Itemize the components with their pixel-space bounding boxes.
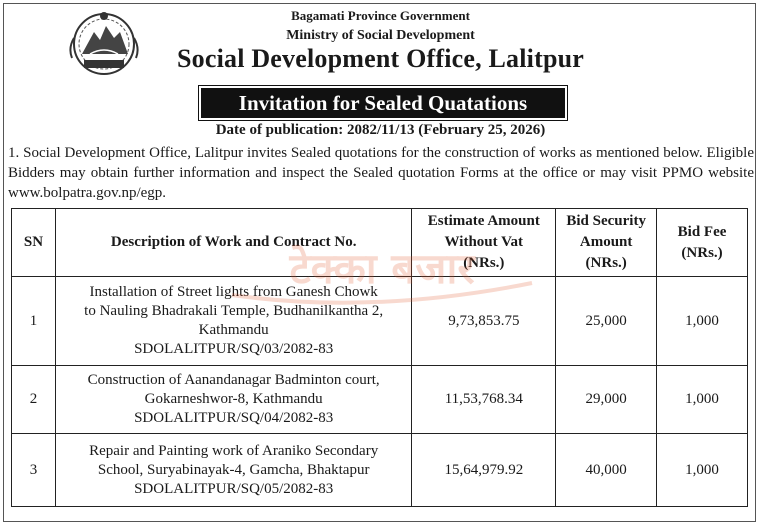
row-description <box>55 366 411 434</box>
office-name: Social Development Office, Lalitpur <box>176 44 585 73</box>
table-row <box>12 434 748 507</box>
header-estimate-line: Estimate Amount <box>427 213 540 229</box>
description-line: Gokarneshwor-8, Kathmandu <box>144 391 323 407</box>
row-description <box>55 277 411 366</box>
header-fee-line: Bid Fee <box>677 223 727 240</box>
table-header-row <box>12 209 748 277</box>
row-estimate: 15,64,979.92 <box>412 434 556 507</box>
header-security <box>556 209 657 277</box>
header-estimate <box>412 209 556 277</box>
notice-paragraph: 1. Social Development Office, Lalitpur invites Sealed quotations for the construction of works as mentioned below. Eligible Bidders may obtain further information and inspect the Sealed quotation Forms at the office or may visit PPMO website www.bolpatra.gov.np/egp. <box>8 145 754 201</box>
row-fee: 1,000 <box>657 434 748 507</box>
contract-number: SDOLALITPUR/SQ/04/2082-83 <box>134 410 334 426</box>
description-line: Installation of Street lights from Ganesh Chowk <box>89 284 378 300</box>
header-sn: SN <box>12 209 56 277</box>
description-line: School, Suryabinayak-4, Gamcha, Bhaktapur <box>97 461 370 478</box>
row-fee: 1,000 <box>657 277 748 366</box>
row-security: 40,000 <box>556 434 657 507</box>
header-security-line: Bid Security <box>566 213 646 229</box>
row-estimate: 11,53,768.34 <box>412 366 556 434</box>
publication-date: Date of publication: 2082/11/13 (February 25, 2026) <box>215 122 546 138</box>
description-line: Repair and Painting work of Araniko Secondary <box>89 442 379 459</box>
government-name: Bagamati Province Government <box>291 8 470 23</box>
header-fee <box>657 209 748 277</box>
row-sn: 1 <box>12 277 56 366</box>
header-description: Description of Work and Contract No. <box>55 209 411 277</box>
contract-number: SDOLALITPUR/SQ/03/2082-83 <box>134 341 334 357</box>
table-row <box>12 277 748 366</box>
header-security-line: Amount <box>579 234 633 250</box>
row-sn: 3 <box>12 434 56 507</box>
header-security-line: (NRs.) <box>585 255 627 271</box>
contract-number: SDOLALITPUR/SQ/05/2082-83 <box>134 480 334 497</box>
row-sn: 2 <box>12 366 56 434</box>
description-line: to Nauling Bhadrakali Temple, Budhanilkantha 2, <box>84 303 384 319</box>
row-security: 29,000 <box>556 366 657 434</box>
row-description <box>55 434 411 507</box>
row-fee: 1,000 <box>657 366 748 434</box>
notice-title-banner: Invitation for Sealed Quatations <box>199 86 567 120</box>
row-security: 25,000 <box>556 277 657 366</box>
description-line: Kathmandu <box>198 322 269 338</box>
watermark-text: टेक्का बजार <box>289 244 475 293</box>
header-estimate-line: (NRs.) <box>463 255 505 271</box>
ministry-name: Ministry of Social Development <box>286 28 475 43</box>
quotation-table <box>11 208 748 507</box>
description-line: Construction of Aanandanagar Badminton court, <box>87 372 380 388</box>
header-estimate-line: Without Vat <box>444 234 524 250</box>
row-estimate: 9,73,853.75 <box>412 277 556 366</box>
table-row <box>12 366 748 434</box>
header-fee-line: (NRs.) <box>681 244 723 261</box>
